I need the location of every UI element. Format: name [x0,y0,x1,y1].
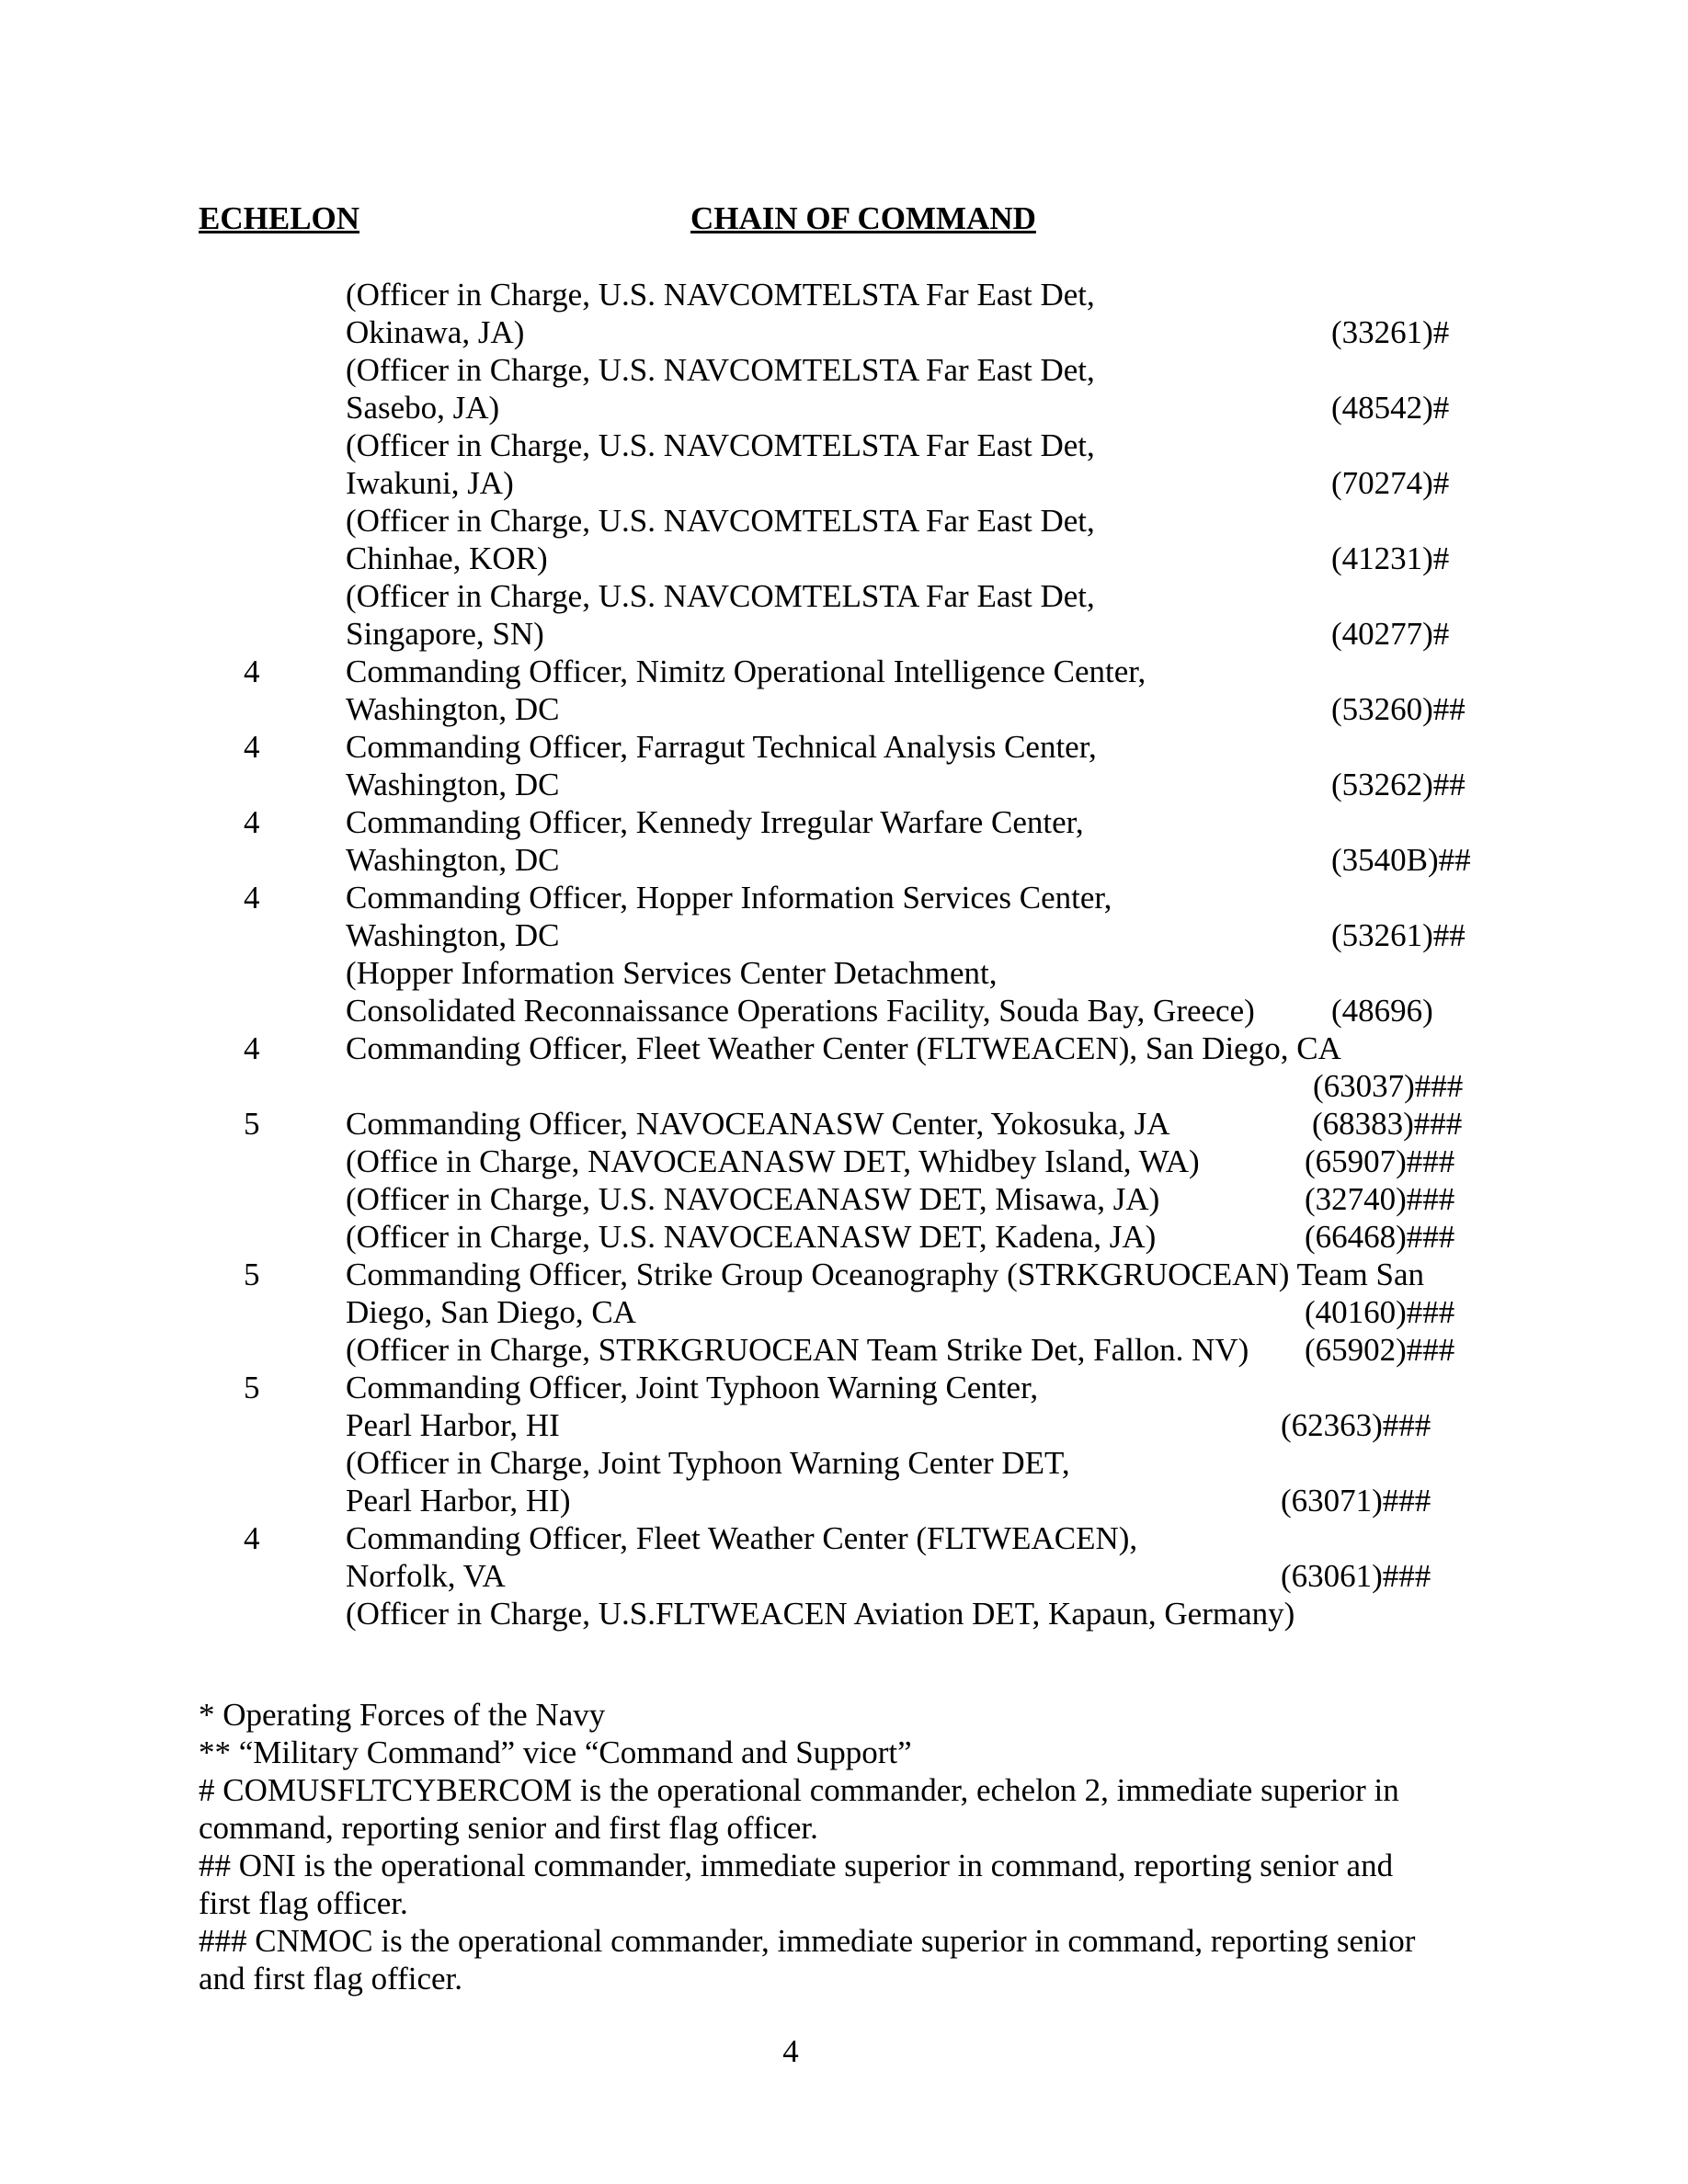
command-row [0,728,1688,766]
command-text: Washington, DC [346,767,560,802]
command-text: Washington, DC [346,842,560,878]
command-text: Iwakuni, JA) [346,465,514,501]
command-text: Commanding Officer, Joint Typhoon Warning Center, [346,1370,1039,1405]
command-row [0,427,1688,464]
command-row [0,841,1688,879]
footnote-line: command, reporting senior and first flag officer. [199,1810,818,1846]
echelon-number: 4 [244,1520,260,1556]
command-row [0,954,1688,992]
footnote-line: ### CNMOC is the operational commander, immediate superior in command, reporting senior [199,1923,1416,1959]
command-row [0,540,1688,577]
unit-code: (41231)# [1331,540,1450,576]
echelon-number: 4 [244,880,260,916]
command-row [0,916,1688,954]
command-text: Commanding Officer, Kennedy Irregular Warfare Center, [346,804,1084,840]
command-row [0,1331,1688,1369]
echelon-header: ECHELON [199,200,360,236]
command-text: Washington, DC [346,917,560,953]
unit-code: (40160)### [1305,1294,1455,1330]
unit-code: (33261)# [1331,314,1450,350]
command-row [0,690,1688,728]
unit-code: (63061)### [1281,1558,1431,1594]
unit-code: (63037)### [1313,1068,1464,1104]
command-text: (Officer in Charge, U.S. NAVCOMTELSTA Far East Det, [346,578,1095,614]
unit-code: (62363)### [1281,1407,1431,1443]
command-row [0,1444,1688,1482]
command-text: Commanding Officer, Strike Group Oceanography (STRKGRUOCEAN) Team San [346,1257,1424,1292]
command-text: (Officer in Charge, U.S. NAVCOMTELSTA Far East Det, [346,503,1095,539]
command-row [0,1105,1688,1143]
command-row [0,1067,1688,1105]
command-text: Sasebo, JA) [346,390,500,426]
unit-code: (48696) [1331,993,1433,1029]
command-text: Commanding Officer, Fleet Weather Center (FLTWEACEN), San Diego, CA [346,1030,1341,1066]
command-row [0,1406,1688,1444]
command-row [0,1218,1688,1256]
command-text: Pearl Harbor, HI) [346,1483,571,1519]
command-text: Diego, San Diego, CA [346,1294,636,1330]
unit-code: (32740)### [1305,1181,1455,1217]
footnote-line: * Operating Forces of the Navy [199,1697,606,1733]
command-text: (Officer in Charge, U.S.FLTWEACEN Aviation DET, Kapaun, Germany) [346,1596,1295,1632]
command-text: Commanding Officer, Hopper Information Services Center, [346,880,1112,916]
command-row [0,351,1688,389]
command-text: (Hopper Information Services Center Detachment, [346,955,998,991]
command-row [0,276,1688,313]
unit-code: (40277)# [1331,616,1450,652]
command-text: Pearl Harbor, HI [346,1407,560,1443]
unit-code: (68383)### [1312,1106,1463,1142]
command-row [0,879,1688,916]
chain-of-command-header: CHAIN OF COMMAND [690,200,1036,236]
footnote-line: ** “Military Command” vice “Command and Support” [199,1735,912,1770]
command-text: Norfolk, VA [346,1558,506,1594]
command-text: (Officer in Charge, U.S. NAVCOMTELSTA Far East Det, [346,352,1095,388]
command-text: (Officer in Charge, Joint Typhoon Warning Center DET, [346,1445,1070,1481]
command-text: (Office in Charge, NAVOCEANASW DET, Whidbey Island, WA) [346,1143,1200,1179]
command-row [0,766,1688,803]
unit-code: (53262)## [1331,767,1466,802]
footnote-line: # COMUSFLTCYBERCOM is the operational commander, echelon 2, immediate superior in [199,1772,1399,1808]
unit-code: (66468)### [1305,1219,1455,1255]
command-row [0,1143,1688,1180]
command-text: Singapore, SN) [346,616,544,652]
page-number: 4 [782,2033,799,2069]
command-text: Commanding Officer, Fleet Weather Center (FLTWEACEN), [346,1520,1138,1556]
command-row [0,992,1688,1029]
command-text: (Officer in Charge, U.S. NAVOCEANASW DET, Kadena, JA) [346,1219,1157,1255]
unit-code: (65902)### [1305,1332,1455,1368]
unit-code: (3540B)## [1331,842,1471,878]
unit-code: (48542)# [1331,390,1450,426]
command-row [0,1369,1688,1406]
echelon-number: 5 [244,1106,260,1142]
command-row [0,1519,1688,1557]
footnote-line: first flag officer. [199,1885,408,1921]
unit-code: (65907)### [1305,1143,1455,1179]
command-row [0,464,1688,502]
command-text: (Officer in Charge, U.S. NAVCOMTELSTA Far East Det, [346,277,1095,313]
command-row [0,1256,1688,1293]
command-row [0,803,1688,841]
command-row [0,502,1688,540]
unit-code: (53260)## [1331,691,1466,727]
command-text: Washington, DC [346,691,560,727]
command-row [0,313,1688,351]
command-row [0,577,1688,615]
echelon-number: 4 [244,654,260,689]
command-text: (Officer in Charge, U.S. NAVCOMTELSTA Far East Det, [346,427,1095,463]
footnote-line: ## ONI is the operational commander, immediate superior in command, reporting senior and [199,1848,1394,1883]
command-row [0,1180,1688,1218]
unit-code: (70274)# [1331,465,1450,501]
command-row [0,389,1688,427]
command-text: (Officer in Charge, U.S. NAVOCEANASW DET, Misawa, JA) [346,1181,1160,1217]
command-row [0,1595,1688,1632]
command-text: Chinhae, KOR) [346,540,548,576]
command-row [0,615,1688,653]
command-row [0,1293,1688,1331]
echelon-number: 4 [244,1030,260,1066]
command-text: Commanding Officer, NAVOCEANASW Center, Yokosuka, JA [346,1106,1170,1142]
echelon-number: 5 [244,1257,260,1292]
echelon-number: 4 [244,729,260,765]
echelon-number: 4 [244,804,260,840]
command-row [0,653,1688,690]
command-text: (Officer in Charge, STRKGRUOCEAN Team Strike Det, Fallon. NV) [346,1332,1249,1368]
command-text: Okinawa, JA) [346,314,525,350]
echelon-number: 5 [244,1370,260,1405]
footnote-line: and first flag officer. [199,1961,463,1996]
command-row [0,1029,1688,1067]
command-row [0,1557,1688,1595]
unit-code: (63071)### [1281,1483,1431,1519]
command-row [0,1482,1688,1519]
unit-code: (53261)## [1331,917,1466,953]
command-text: Commanding Officer, Farragut Technical Analysis Center, [346,729,1097,765]
command-text: Commanding Officer, Nimitz Operational Intelligence Center, [346,654,1146,689]
command-text: Consolidated Reconnaissance Operations Facility, Souda Bay, Greece) [346,993,1255,1029]
